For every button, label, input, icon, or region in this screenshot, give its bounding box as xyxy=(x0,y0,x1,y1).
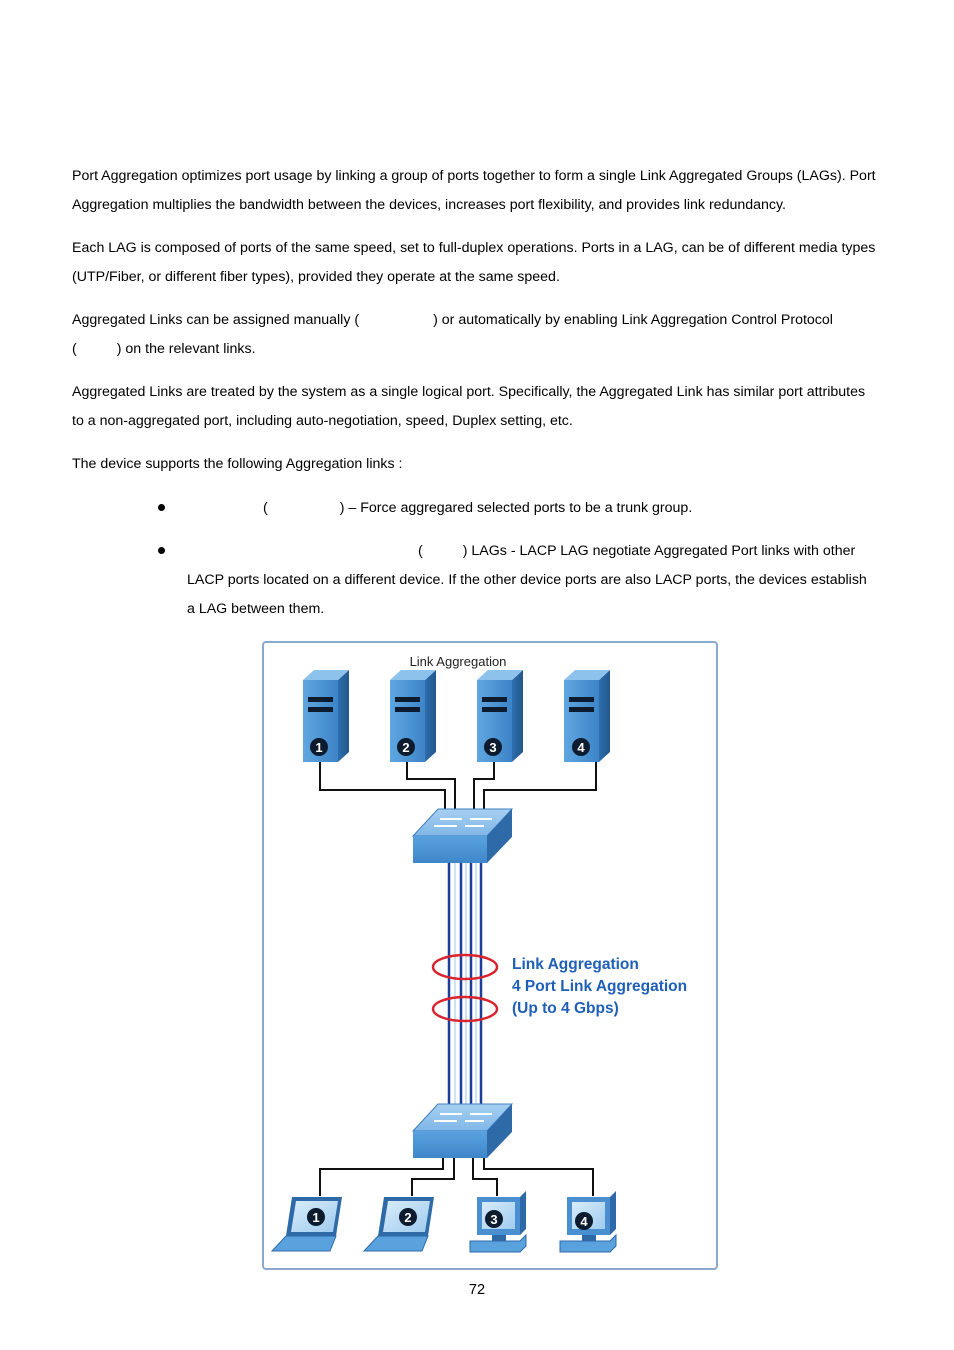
link-aggregation-figure xyxy=(262,641,718,1270)
bullet-static-lag xyxy=(187,494,887,523)
server-number: 1 xyxy=(315,740,323,755)
paragraph-line xyxy=(72,306,892,335)
paragraph-line: Aggregation multiplies the bandwidth between the devices, increases port flexibility, and provides link redundancy. xyxy=(72,197,786,213)
text-segment: ( xyxy=(418,543,423,559)
desktop-3 xyxy=(470,1191,526,1252)
server-number: 4 xyxy=(577,740,585,755)
aggregation-label-line2: 4 Port Link Aggregation xyxy=(512,978,688,995)
paragraph-line xyxy=(72,335,892,364)
paragraph-logical-port xyxy=(72,378,892,436)
bullet-line: LACP ports located on a different device. If the other device ports are also LACP ports, the devices establish xyxy=(187,572,867,588)
client-number: 2 xyxy=(404,1210,412,1225)
paragraph-line: The device supports the following Aggregation links : xyxy=(72,456,403,472)
desktop-4 xyxy=(560,1191,616,1252)
server-badge-3 xyxy=(484,738,502,756)
client-number: 1 xyxy=(312,1210,320,1225)
bullet-dot xyxy=(158,547,165,554)
paragraph-supported-links xyxy=(72,450,892,479)
text-segment: Aggregated Links can be assigned manually ( xyxy=(72,312,360,328)
client-number: 4 xyxy=(580,1214,588,1229)
server-number: 2 xyxy=(402,740,410,755)
server-badge-4 xyxy=(572,738,590,756)
server-badge-1 xyxy=(310,738,328,756)
bullet-line xyxy=(187,494,887,523)
paragraph-line: to a non-aggregated port, including auto-negotiation, speed, Duplex setting, etc. xyxy=(72,413,573,429)
server-badge-2 xyxy=(397,738,415,756)
text-segment: ) on the relevant links. xyxy=(116,341,256,357)
aggregation-label-line3: (Up to 4 Gbps) xyxy=(512,1000,619,1017)
paragraph-line: Port Aggregation optimizes port usage by linking a group of ports together to form a single Link Aggregated Groups (LAGs). Port xyxy=(72,168,876,184)
text-segment: ( xyxy=(263,500,268,516)
paragraph-intro xyxy=(72,162,892,220)
bullet-line: a LAG between them. xyxy=(187,601,325,617)
paragraph-line: (UTP/Fiber, or different fiber types), provided they operate at the same speed. xyxy=(72,269,560,285)
page-number: 72 xyxy=(468,1282,486,1298)
figure-title: Link Aggregation xyxy=(409,654,507,669)
paragraph-assignment xyxy=(72,306,892,364)
paragraph-line: Each LAG is composed of ports of the same speed, set to full-duplex operations. Ports in a LAG, can be of different media types xyxy=(72,240,876,256)
client-number: 3 xyxy=(490,1212,498,1227)
text-segment: ) LAGs - LACP LAG negotiate Aggregated Port links with other xyxy=(462,543,856,559)
bullet-dot xyxy=(158,504,165,511)
server-number: 3 xyxy=(489,740,497,755)
paragraph-lag-composition xyxy=(72,234,892,292)
text-segment: ) – Force aggregared selected ports to be a trunk group. xyxy=(339,500,693,516)
bullet-line xyxy=(187,537,887,566)
aggregation-label-line1: Link Aggregation xyxy=(512,956,639,973)
text-segment: ( xyxy=(72,341,77,357)
paragraph-line: Aggregated Links are treated by the system as a single logical port. Specifically, the Aggregated Link has similar port attributes xyxy=(72,384,866,400)
bullet-lacp-lag xyxy=(187,537,887,624)
text-segment: ) or automatically by enabling Link Aggregation Control Protocol xyxy=(433,312,833,328)
link-aggregation-diagram xyxy=(262,641,718,1270)
